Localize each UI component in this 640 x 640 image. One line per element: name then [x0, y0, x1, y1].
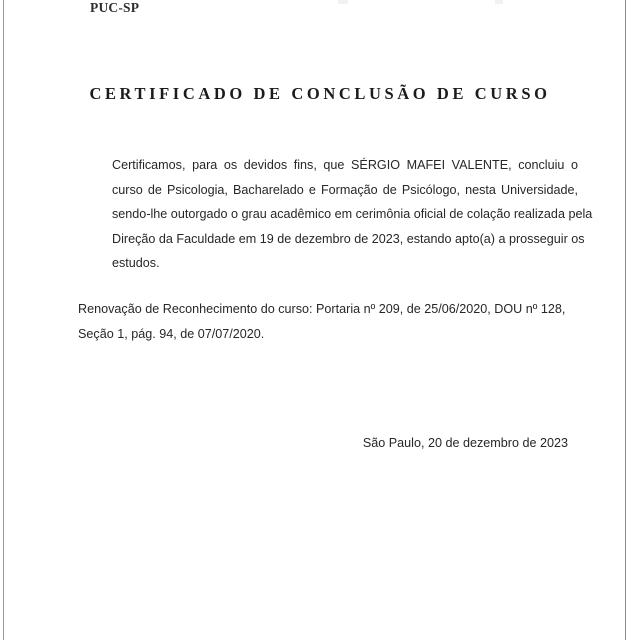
body-line: curso de Psicologia, Bacharelado e Formação de Psicólogo, nesta Universidade,	[112, 182, 578, 197]
scan-artifact-mark	[495, 0, 503, 4]
institution-logo-text: PUC-SP	[90, 0, 140, 15]
body-line: sendo-lhe outorgado o grau acadêmico em cerimônia oficial de colação realizada pela	[112, 207, 593, 222]
recognition-renewal-paragraph	[78, 297, 578, 346]
body-line: estudos.	[112, 256, 160, 271]
body-line: Direção da Faculdade em 19 de dezembro de 2023, estando apto(a) a prosseguir os	[112, 231, 585, 246]
renewal-line: Renovação de Reconhecimento do curso: Portaria nº 209, de 25/06/2020, DOU nº 128,	[78, 302, 566, 316]
scan-artifact-mark	[338, 0, 348, 4]
renewal-line: Seção 1, pág. 94, de 07/07/2020.	[78, 326, 265, 341]
page-title: CERTIFICADO DE CONCLUSÃO DE CURSO	[89, 84, 551, 103]
closing-date-line: São Paulo, 20 de dezembro de 2023	[362, 436, 568, 450]
certificate-body-paragraph	[78, 153, 593, 276]
body-line: Certificamos, para os devidos fins, que SÉRGIO MAFEI VALENTE, concluiu o	[112, 158, 578, 172]
